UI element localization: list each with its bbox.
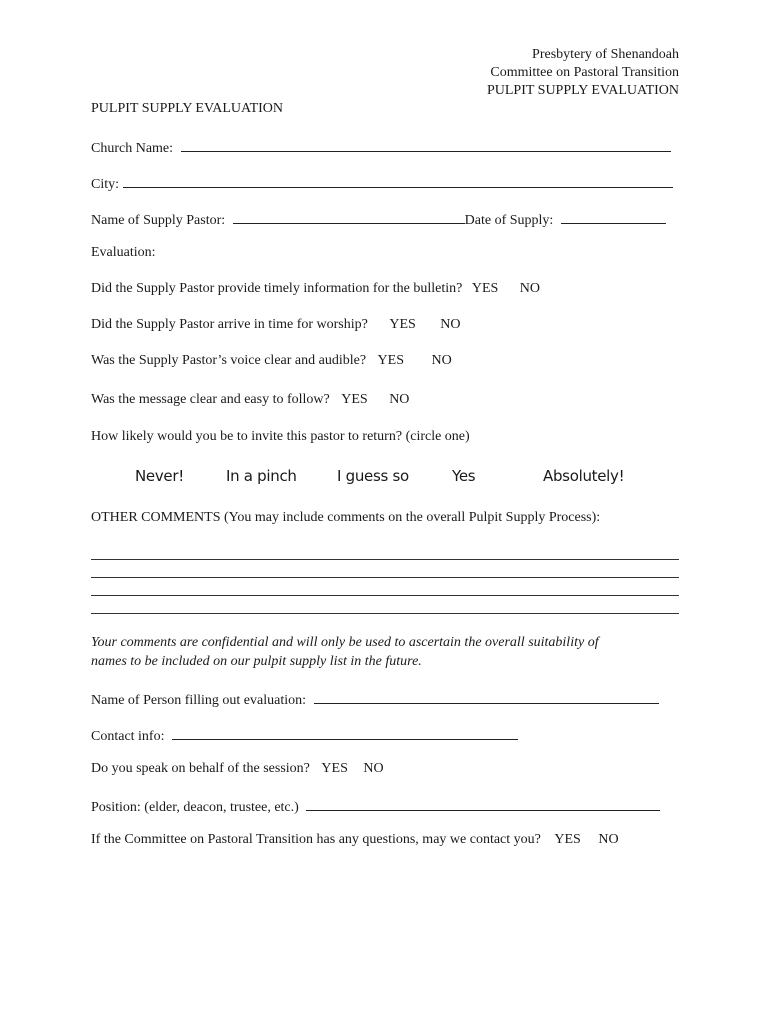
city-label: City: xyxy=(91,177,120,192)
person-field[interactable] xyxy=(314,689,659,704)
committee-contact-yes[interactable]: YES xyxy=(554,832,581,847)
church-name-field[interactable] xyxy=(181,137,671,152)
confidential-note-line-2: names to be included on our pulpit supply list in the future. xyxy=(91,654,422,669)
supply-pastor-label: Name of Supply Pastor: xyxy=(91,213,226,228)
question-3-row xyxy=(91,353,452,369)
person-label: Name of Person filling out evaluation: xyxy=(91,693,307,708)
city-field[interactable] xyxy=(123,173,673,188)
session-row xyxy=(91,761,384,777)
rating-i-guess-so[interactable]: I guess so xyxy=(337,467,409,485)
page-title: PULPIT SUPPLY EVALUATION xyxy=(91,101,284,116)
evaluation-label: Evaluation: xyxy=(91,245,156,260)
rating-in-a-pinch[interactable]: In a pinch xyxy=(226,467,297,485)
question-2-text: Did the Supply Pastor arrive in time for worship? xyxy=(91,317,368,332)
supply-pastor-row xyxy=(91,209,666,229)
contact-field[interactable] xyxy=(172,725,518,740)
question-3-yes[interactable]: YES xyxy=(377,353,404,368)
confidential-note-line-1: Your comments are confidential and will only be used to ascertain the overall suitability of xyxy=(91,635,599,650)
question-2-no[interactable]: NO xyxy=(440,317,461,332)
question-2-yes[interactable]: YES xyxy=(389,317,416,332)
committee-contact-text: If the Committee on Pastoral Transition has any questions, may we contact you? xyxy=(91,832,541,847)
church-name-row xyxy=(91,137,671,157)
question-4-yes[interactable]: YES xyxy=(341,392,368,407)
session-text: Do you speak on behalf of the session? xyxy=(91,761,310,776)
comment-line-1[interactable] xyxy=(91,559,679,560)
presbytery-name: Presbytery of Shenandoah xyxy=(532,47,679,62)
header-form-title: PULPIT SUPPLY EVALUATION xyxy=(486,83,679,98)
supply-pastor-field[interactable] xyxy=(233,209,465,224)
question-1-text: Did the Supply Pastor provide timely information for the bulletin? xyxy=(91,281,463,296)
church-name-label: Church Name: xyxy=(91,141,174,156)
position-field[interactable] xyxy=(306,796,660,811)
comment-line-4[interactable] xyxy=(91,613,679,614)
contact-label: Contact info: xyxy=(91,729,165,744)
question-4-no[interactable]: NO xyxy=(389,392,410,407)
rating-absolutely[interactable]: Absolutely! xyxy=(543,467,625,485)
committee-name: Committee on Pastoral Transition xyxy=(490,65,679,80)
session-no[interactable]: NO xyxy=(363,761,384,776)
question-4-row xyxy=(91,392,409,408)
contact-row xyxy=(91,725,518,745)
question-3-text: Was the Supply Pastor’s voice clear and audible? xyxy=(91,353,367,368)
rating-yes[interactable]: Yes xyxy=(452,467,476,485)
question-1-no[interactable]: NO xyxy=(519,281,541,296)
document-header xyxy=(487,46,679,100)
other-comments-label: OTHER COMMENTS (You may include comments on the overall Pulpit Supply Process): xyxy=(91,510,601,525)
date-of-supply-label: Date of Supply: xyxy=(464,213,554,228)
comment-line-2[interactable] xyxy=(91,577,679,578)
rating-never[interactable]: Never! xyxy=(135,467,184,485)
committee-contact-row xyxy=(91,832,619,848)
question-1-row xyxy=(91,281,540,297)
session-yes[interactable]: YES xyxy=(321,761,348,776)
question-3-no[interactable]: NO xyxy=(431,353,452,368)
position-row xyxy=(91,796,660,816)
question-4-text: Was the message clear and easy to follow? xyxy=(91,392,330,407)
question-1-yes[interactable]: YES xyxy=(471,281,499,296)
city-row xyxy=(91,173,673,193)
question-5-text: How likely would you be to invite this pastor to return? (circle one) xyxy=(91,429,470,444)
date-of-supply-field[interactable] xyxy=(561,209,666,224)
person-row xyxy=(91,689,659,709)
question-2-row xyxy=(91,317,461,333)
comment-line-3[interactable] xyxy=(91,595,679,596)
position-label: Position: (elder, deacon, trustee, etc.) xyxy=(91,800,299,815)
committee-contact-no[interactable]: NO xyxy=(598,832,619,847)
